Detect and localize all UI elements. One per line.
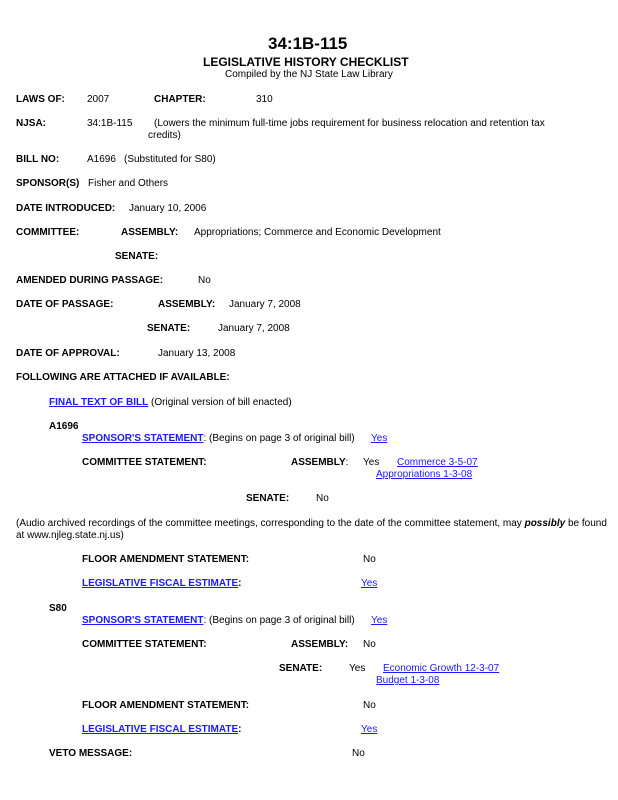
passage-assembly-label: ASSEMBLY: [158, 299, 216, 310]
committee-assembly-value: Appropriations; Commerce and Economic Development [194, 227, 441, 238]
sponsor-label: SPONSOR(S) [16, 178, 80, 189]
s80-budget-link[interactable]: Budget 1-3-08 [376, 675, 440, 686]
s80-floor-value: No [363, 700, 376, 711]
s80-committee-label: COMMITTEE STATEMENT: [82, 639, 207, 650]
a1696-commerce-link[interactable]: Commerce 3-5-07 [397, 457, 478, 468]
a1696-appropriations-link[interactable]: Appropriations 1-3-08 [376, 469, 473, 480]
audio-note-line1 [16, 518, 607, 530]
laws-of-value: 2007 [87, 94, 110, 105]
a1696-label: A1696 [49, 421, 79, 432]
s80-label: S80 [49, 603, 67, 614]
passage-senate-value: January 7, 2008 [218, 323, 290, 334]
committee-assembly-label: ASSEMBLY: [121, 227, 179, 238]
a1696-fiscal-estimate-link[interactable]: LEGISLATIVE FISCAL ESTIMATE [82, 578, 239, 589]
a1696-sponsor-statement-link[interactable]: SPONSOR'S STATEMENT [82, 433, 204, 444]
a1696-floor-label: FLOOR AMENDMENT STATEMENT: [82, 554, 250, 565]
s80-fiscal-row [82, 724, 241, 736]
date-introduced-label: DATE INTRODUCED: [16, 203, 116, 214]
s80-economic-growth-link[interactable]: Economic Growth 12-3-07 [383, 663, 500, 674]
a1696-fiscal-yes-link[interactable]: Yes [361, 578, 378, 589]
passage-assembly-value: January 7, 2008 [229, 299, 301, 310]
s80-sponsor-stmt-row [82, 615, 355, 627]
a1696-sponsor-stmt-row [82, 433, 355, 445]
a1696-assembly-value: Yes [363, 457, 380, 468]
s80-floor-label: FLOOR AMENDMENT STATEMENT: [82, 700, 250, 711]
a1696-senate-label: SENATE: [246, 493, 290, 504]
chapter-label: CHAPTER: [154, 94, 206, 105]
a1696-senate-value: No [316, 493, 329, 504]
date-introduced-value: January 10, 2006 [129, 203, 207, 214]
amended-label: AMENDED DURING PASSAGE: [16, 275, 164, 286]
passage-label: DATE OF PASSAGE: [16, 299, 114, 310]
sponsor-value: Fisher and Others [88, 178, 169, 189]
compiled-by: Compiled by the NJ State Law Library [225, 69, 393, 80]
committee-senate-label: SENATE: [115, 251, 159, 262]
njsa-label: NJSA: [16, 118, 47, 129]
audio-note-post: be found [565, 518, 607, 529]
s80-sponsor-statement-note: : (Begins on page 3 of original bill) [203, 615, 355, 626]
s80-assembly-label: ASSEMBLY: [291, 639, 349, 650]
bill-no-value: A1696 [87, 154, 116, 165]
a1696-assembly-colon: : [345, 457, 349, 468]
s80-senate-label: SENATE: [279, 663, 323, 674]
s80-sponsor-statement-yes-link[interactable]: Yes [371, 615, 388, 626]
s80-assembly-value: No [363, 639, 376, 650]
approval-label: DATE OF APPROVAL: [16, 348, 120, 359]
audio-note-pre: (Audio archived recordings of the committee meetings, corresponding to the date of the committee statement, may [16, 518, 525, 529]
document-title: 34:1B-115 [268, 34, 348, 53]
attached-heading: FOLLOWING ARE ATTACHED IF AVAILABLE: [16, 372, 230, 383]
approval-value: January 13, 2008 [158, 348, 236, 359]
a1696-floor-value: No [363, 554, 376, 565]
passage-senate-label: SENATE: [147, 323, 191, 334]
s80-fiscal-yes-link[interactable]: Yes [361, 724, 378, 735]
s80-fiscal-colon: : [238, 724, 242, 735]
a1696-committee-label: COMMITTEE STATEMENT: [82, 457, 207, 468]
final-text-link[interactable]: FINAL TEXT OF BILL [49, 397, 149, 408]
a1696-sponsor-statement-yes-link[interactable]: Yes [371, 433, 388, 444]
audio-note-emphasis: possibly [524, 518, 566, 529]
a1696-fiscal-colon: : [238, 578, 242, 589]
a1696-fiscal-row [82, 578, 241, 590]
audio-note-line2: at www.njleg.state.nj.us) [16, 530, 124, 541]
s80-senate-value: Yes [349, 663, 366, 674]
bill-no-note: (Substituted for S80) [124, 154, 216, 165]
committee-label: COMMITTEE: [16, 227, 80, 238]
veto-label: VETO MESSAGE: [49, 748, 133, 759]
laws-of-label: LAWS OF: [16, 94, 65, 105]
final-text-note: (Original version of bill enacted) [151, 397, 292, 408]
njsa-value: 34:1B-115 [87, 118, 133, 129]
njsa-description-line1: (Lowers the minimum full-time jobs requirement for business relocation and retention tax [154, 118, 545, 129]
s80-fiscal-estimate-link[interactable]: LEGISLATIVE FISCAL ESTIMATE [82, 724, 239, 735]
amended-value: No [198, 275, 211, 286]
a1696-sponsor-statement-note: : (Begins on page 3 of original bill) [203, 433, 355, 444]
a1696-assembly-label: ASSEMBLY [291, 457, 346, 468]
document-subtitle: LEGISLATIVE HISTORY CHECKLIST [203, 55, 409, 69]
final-text-row [49, 397, 292, 409]
bill-no-label: BILL NO: [16, 154, 60, 165]
veto-value: No [352, 748, 365, 759]
s80-sponsor-statement-link[interactable]: SPONSOR'S STATEMENT [82, 615, 204, 626]
chapter-value: 310 [256, 94, 273, 105]
a1696-assembly-row [291, 457, 348, 469]
njsa-description-line2: credits) [148, 130, 181, 141]
